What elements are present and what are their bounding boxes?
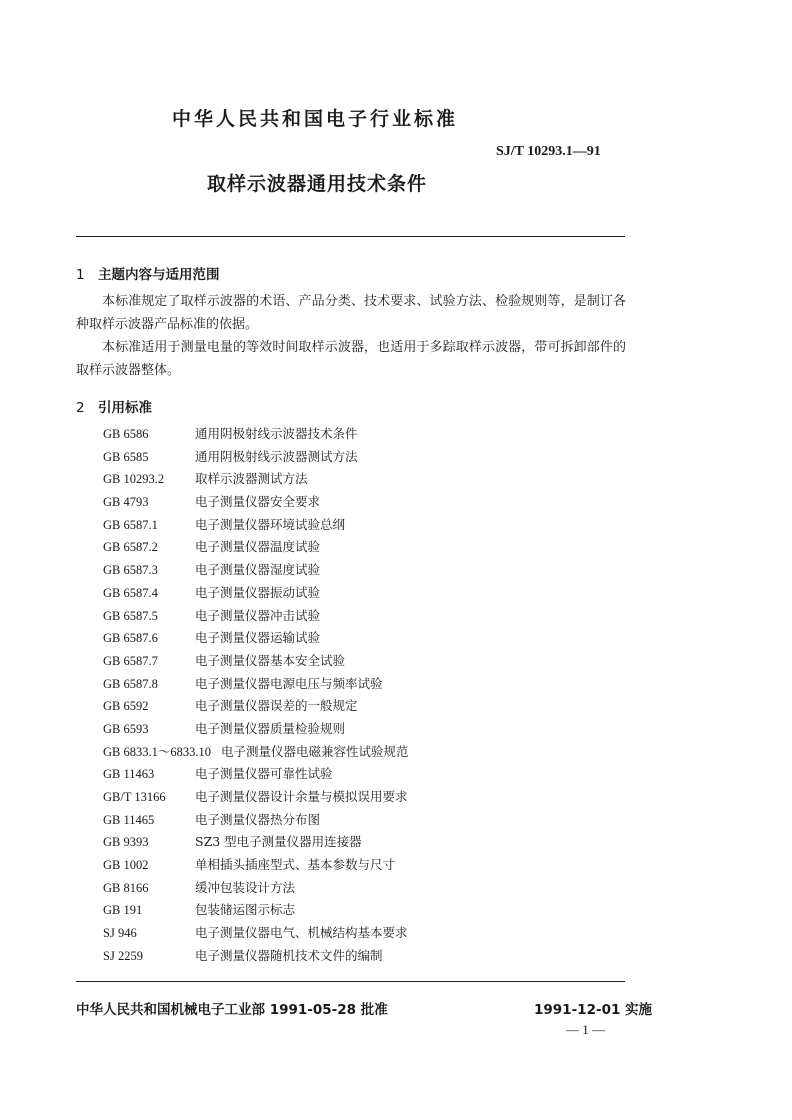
section-1-number: 1 xyxy=(76,267,85,283)
approval-statement: 中华人民共和国机械电子工业部 1991-05-28 批准 xyxy=(76,1002,388,1018)
reference-code: GB 10293.2 xyxy=(103,472,165,487)
reference-title: 电子测量仪器冲击试验 xyxy=(195,607,321,623)
reference-row xyxy=(103,605,409,628)
reference-code: SJ 2259 xyxy=(103,948,143,963)
reference-title: 电子测量仪器基本安全试验 xyxy=(195,652,346,668)
reference-title: 通用阴极射线示波器技术条件 xyxy=(195,426,358,441)
reference-row xyxy=(103,809,409,832)
top-rule xyxy=(76,236,625,237)
reference-code: GB 1002 xyxy=(103,858,149,873)
reference-title: 电子测量仪器设计余量与模拟误用要求 xyxy=(195,789,408,804)
reference-row xyxy=(103,627,409,650)
reference-row xyxy=(103,582,409,605)
reference-code: GB 6587.5 xyxy=(103,608,158,623)
reference-title: 包装储运图示标志 xyxy=(195,902,296,918)
reference-code: GB 6587.2 xyxy=(103,540,158,555)
reference-row xyxy=(103,877,409,900)
reference-title: 电子测量仪器随机技术文件的编制 xyxy=(195,947,383,963)
section-1-paragraph-1: 本标准规定了取样示波器的术语、产品分类、技术要求、试验方法、检验规则等，是制订各种取样示波器产品标准的依据。 xyxy=(76,294,626,332)
reference-title: 电子测量仪器振动试验 xyxy=(195,584,321,600)
standard-header-title: 中华人民共和国电子行业标准 xyxy=(172,108,459,130)
reference-row xyxy=(103,945,409,968)
reference-title: 电子测量仪器湿度试验 xyxy=(195,562,321,578)
reference-code: GB 6586 xyxy=(103,427,149,441)
reference-row xyxy=(103,763,409,786)
reference-row xyxy=(103,514,409,537)
reference-code: GB 6593 xyxy=(103,721,149,736)
section-1-paragraph-2: 本标准适用于测量电量的等效时间取样示波器，也适用于多踪取样示波器，带可拆卸部件的取样示波器整体。 xyxy=(76,340,626,378)
reference-row xyxy=(103,741,409,764)
reference-title: 电子测量仪器热分布图 xyxy=(195,811,321,827)
reference-title: 取样示波器测试方法 xyxy=(195,471,308,487)
reference-code: GB 6587.7 xyxy=(103,653,158,668)
reference-row xyxy=(103,718,409,741)
page-number: — 1 — xyxy=(566,1022,605,1037)
reference-title: 电子测量仪器误差的一般规定 xyxy=(195,698,358,714)
standard-code: SJ/T 10293.1—91 xyxy=(496,144,601,159)
document-title: 取样示波器通用技术条件 xyxy=(207,173,428,195)
reference-row xyxy=(103,491,409,514)
reference-code: GB 4793 xyxy=(103,495,149,510)
bottom-rule xyxy=(76,981,625,982)
reference-code: GB 6587.6 xyxy=(103,631,158,646)
effective-date: 1991-12-01 实施 xyxy=(534,1002,653,1018)
reference-row xyxy=(103,831,409,854)
reference-title: 电子测量仪器电气、机械结构基本要求 xyxy=(195,925,408,941)
reference-row xyxy=(103,922,409,945)
reference-code: SJ 946 xyxy=(103,926,137,941)
section-2-heading xyxy=(76,396,152,416)
referenced-standards-list xyxy=(103,423,409,968)
reference-code: GB 6587.8 xyxy=(103,676,158,691)
reference-row xyxy=(103,673,409,696)
section-1-heading xyxy=(76,263,220,283)
reference-code: GB 6592 xyxy=(103,699,149,714)
reference-code: GB 6585 xyxy=(103,449,149,464)
reference-row xyxy=(103,468,409,491)
reference-row xyxy=(103,899,409,922)
reference-title: 单相插头插座型式、基本参数与尺寸 xyxy=(195,857,396,873)
reference-row xyxy=(103,446,409,469)
reference-code: GB 191 xyxy=(103,903,143,918)
reference-code: GB/T 13166 xyxy=(103,790,166,804)
reference-code: GB 6587.4 xyxy=(103,585,158,600)
reference-row xyxy=(103,854,409,877)
reference-title: 电子测量仪器环境试验总纲 xyxy=(195,516,346,532)
reference-title: 电子测量仪器质量检验规则 xyxy=(195,720,346,736)
reference-row xyxy=(103,559,409,582)
reference-code: GB 9393 xyxy=(103,835,149,850)
section-2-title: 引用标准 xyxy=(98,400,152,416)
section-1-title: 主题内容与适用范围 xyxy=(98,267,220,283)
reference-title: SZ3 型电子测量仪器用连接器 xyxy=(195,834,362,850)
reference-code: GB 11465 xyxy=(103,812,155,827)
reference-code: GB 8166 xyxy=(103,880,149,895)
reference-code: GB 6587.3 xyxy=(103,563,158,578)
reference-title: 电子测量仪器运输试验 xyxy=(195,630,321,646)
reference-code: GB 6833.1～6833.10 xyxy=(103,744,211,759)
reference-row xyxy=(103,423,409,446)
reference-title: 电子测量仪器可靠性试验 xyxy=(195,766,333,782)
reference-title: 电子测量仪器安全要求 xyxy=(195,494,321,510)
reference-title: 通用阴极射线示波器测试方法 xyxy=(195,448,358,464)
reference-row xyxy=(103,650,409,673)
reference-title: 电子测量仪器温度试验 xyxy=(195,539,321,555)
reference-row xyxy=(103,786,409,809)
reference-code: GB 11463 xyxy=(103,767,155,782)
reference-code: GB 6587.1 xyxy=(103,517,158,532)
reference-title: 缓冲包装设计方法 xyxy=(195,879,296,895)
reference-row xyxy=(103,536,409,559)
section-2-number: 2 xyxy=(76,400,85,416)
reference-title: 电子测量仪器电源电压与频率试验 xyxy=(195,675,383,691)
reference-title: 电子测量仪器电磁兼容性试验规范 xyxy=(221,743,409,759)
reference-row xyxy=(103,695,409,718)
